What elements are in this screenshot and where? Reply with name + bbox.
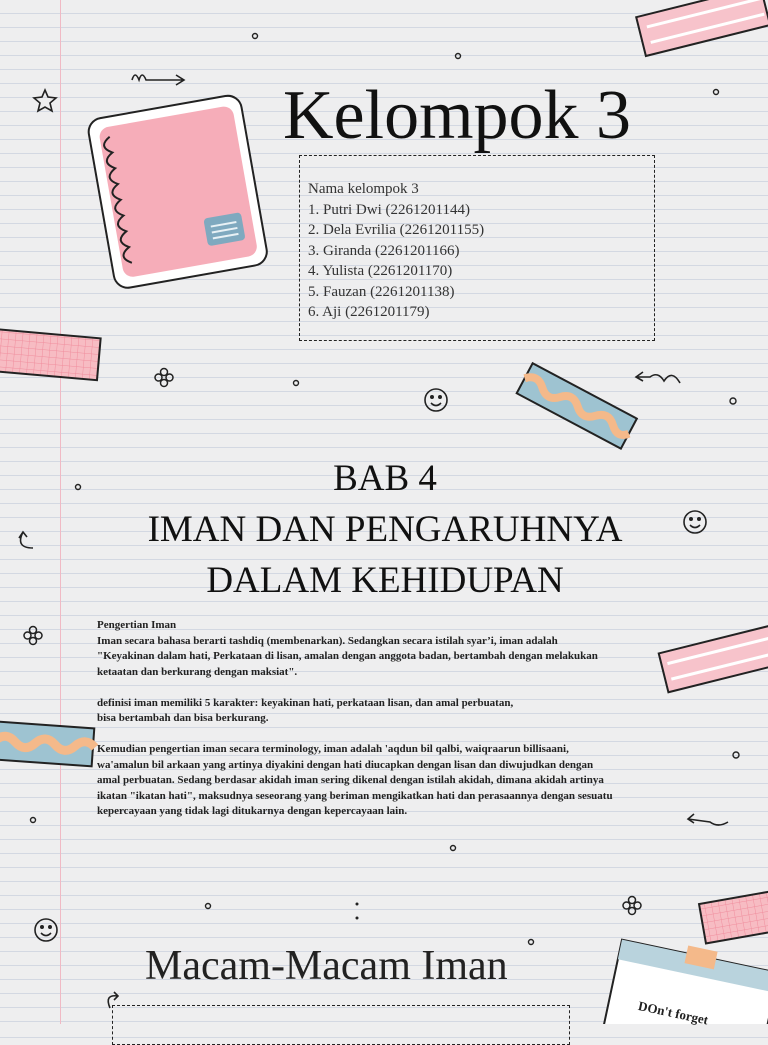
body-line: bisa bertambah dan bisa berkurang. [97,712,269,724]
arrow-icon [688,814,728,825]
body-line: ikatan "ikatan hati", maksudnya seseorang yang beriman mengikatkan hati dan perasaannya dengan sesuatu [97,789,613,802]
chapter-title-line1: IMAN DAN PENGARUHNYA [147,509,623,550]
body-line: ketaatan dan berkurang dengan maksiat". [97,665,298,678]
sticky-note-text: DOn't forget [636,998,710,1028]
star-icon [34,90,56,111]
chapter-number: BAB 4 [333,458,437,499]
chapter-title-line2: DALAM KEHIDUPAN [206,560,564,601]
washi-tape [659,626,768,693]
washi-tape [699,890,768,943]
content-box [112,1005,570,1045]
body-line: Kemudian pengertian iman secara terminology, iman adalah 'aqdun bil qalbi, waiqraarun billisaani, [97,743,569,755]
body-line: "Keyakinan dalam hati, Perkataan di lisan, amalan dengan anggota badan, bertambah dengan melakukan [97,650,598,662]
washi-tape [636,0,768,56]
smiley-icon [425,389,447,411]
washi-tape [0,722,96,767]
member-item: 5. Fauzan (2261201138) [308,283,455,300]
body-line: wa'amalun bil arkaan yang artinya diyakini dengan hati diucapkan dengan lisan dan diwujudkan dengan [97,758,594,771]
member-item: 2. Dela Evrilia (2261201155) [308,222,485,238]
page-title: Kelompok 3 [283,77,632,154]
arrow-icon [19,532,33,548]
member-item: 6. Aji (2261201179) [308,304,430,320]
member-item: 4. Yulista (2261201170) [308,263,453,279]
member-item: 3. Giranda (2261201166) [308,242,460,259]
smiley-icon [35,919,57,941]
notebook-sticker [86,94,269,290]
member-item: 1. Putri Dwi (2261201144) [308,201,470,218]
section-title: Macam-Macam Iman [145,943,508,989]
washi-tape [517,363,637,448]
body-line: definisi iman memiliki 5 karakter: keyakinan hati, perkataan lisan, dan amal perbuatan, [97,696,514,709]
body-line: Iman secara bahasa berarti tashdiq (membenarkan). Sedangkan secara istilah syar’i, iman adalah [97,634,558,647]
flower-icon [24,627,42,645]
member-list-heading: Nama kelompok 3 [308,181,419,197]
body-line: kepercayaan yang tidak lagi ditukarnya dengan kepercayaan lain. [97,805,408,817]
flower-icon [155,369,173,387]
arrow-icon [636,372,680,383]
dot-icon [356,903,359,920]
member-list-box [299,155,655,341]
definition-heading: Pengertian Iman [97,619,177,631]
arrow-icon [132,75,184,85]
body-line: amal perbuatan. Sedang berdasar akidah iman sering dikenal dengan istilah akidah, dimana akidah artinya [97,774,604,786]
flower-icon [623,897,641,915]
washi-tape [0,329,101,380]
